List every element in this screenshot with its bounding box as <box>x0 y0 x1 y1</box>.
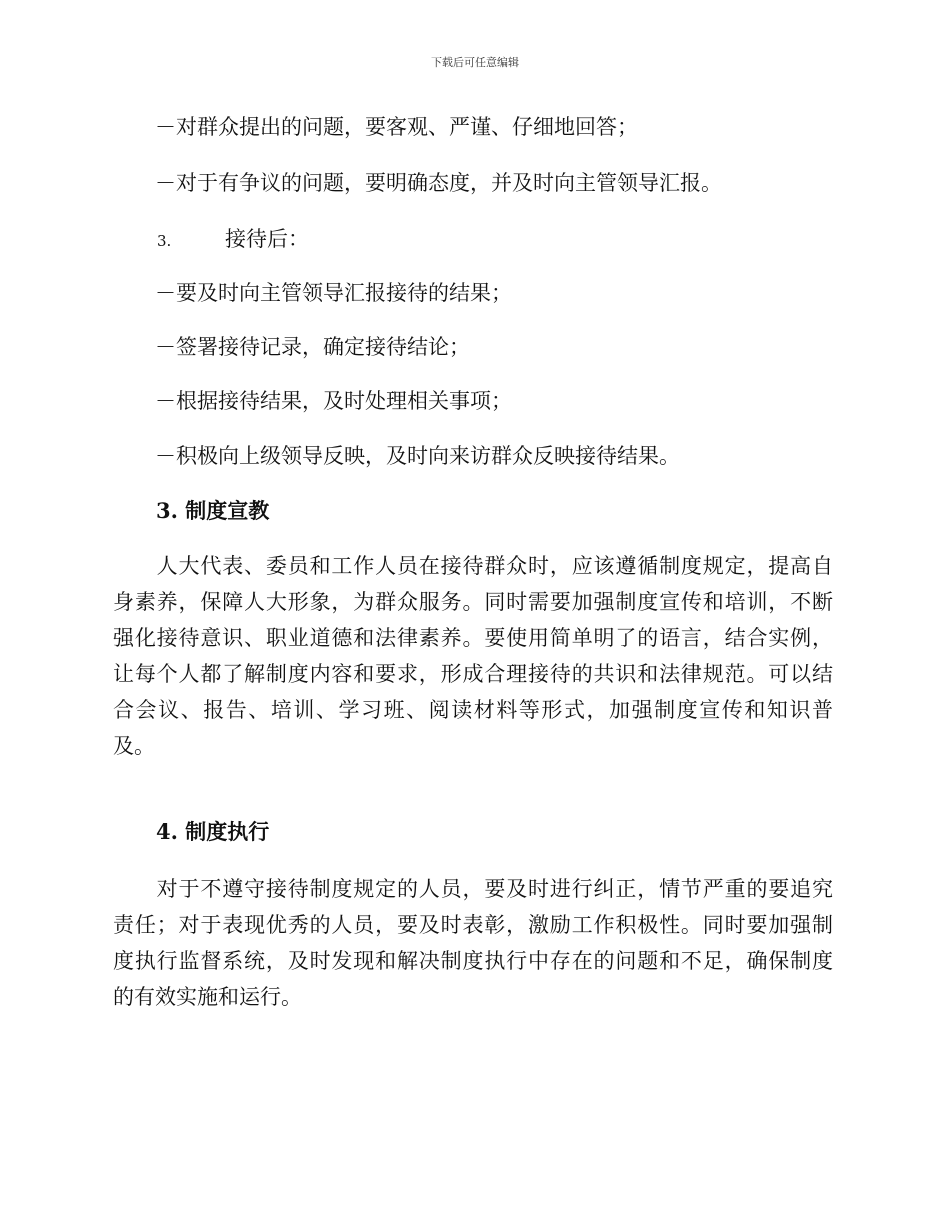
paragraph-line: 身素养，保障人大形象，为群众服务。同时需要加强制度宣传和培训，不断 <box>113 590 833 614</box>
paragraph-line: 度执行监督系统，及时发现和解决制度执行中存在的问题和不足，确保制度 <box>113 949 833 973</box>
section-paragraph <box>113 548 833 764</box>
bullet-line: －积极向上级领导反映，及时向来访群众反映接待结果。 <box>155 444 680 468</box>
bullet-line: －对于有争议的问题，要明确态度，并及时向主管领导汇报。 <box>155 171 722 195</box>
paragraph-line: 的有效实施和运行。 <box>113 985 302 1009</box>
section-paragraph <box>113 871 833 1015</box>
paragraph-line: 及。 <box>113 734 155 758</box>
header-note: 下载后可任意编辑 <box>431 56 519 69</box>
item-label: 接待后： <box>225 227 309 251</box>
numbered-item <box>157 224 309 256</box>
paragraph-line: 人大代表、委员和工作人员在接待群众时，应该遵循制度规定，提高自 <box>113 554 833 578</box>
bullet-line: －签署接待记录，确定接待结论； <box>155 335 470 359</box>
paragraph-line: 对于不遵守接待制度规定的人员，要及时进行纠正，情节严重的要追究 <box>113 877 833 901</box>
paragraph-line: 让每个人都了解制度内容和要求，形成合理接待的共识和法律规范。可以结 <box>113 662 833 686</box>
bullet-line: －根据接待结果，及时处理相关事项； <box>155 389 512 413</box>
item-number: 3. <box>157 232 172 250</box>
bullet-line: －对群众提出的问题，要客观、严谨、仔细地回答； <box>155 115 638 139</box>
paragraph-line: 合会议、报告、培训、学习班、阅读材料等形式，加强制度宣传和知识普 <box>113 698 833 722</box>
section-heading: 3. 制度宣教 <box>156 498 270 523</box>
paragraph-line: 责任；对于表现优秀的人员，要及时表彰，激励工作积极性。同时要加强制 <box>113 913 833 937</box>
section-heading: 4. 制度执行 <box>156 819 270 844</box>
paragraph-line: 强化接待意识、职业道德和法律素养。要使用简单明了的语言，结合实例， <box>113 626 833 650</box>
bullet-line: －要及时向主管领导汇报接待的结果； <box>155 281 512 305</box>
